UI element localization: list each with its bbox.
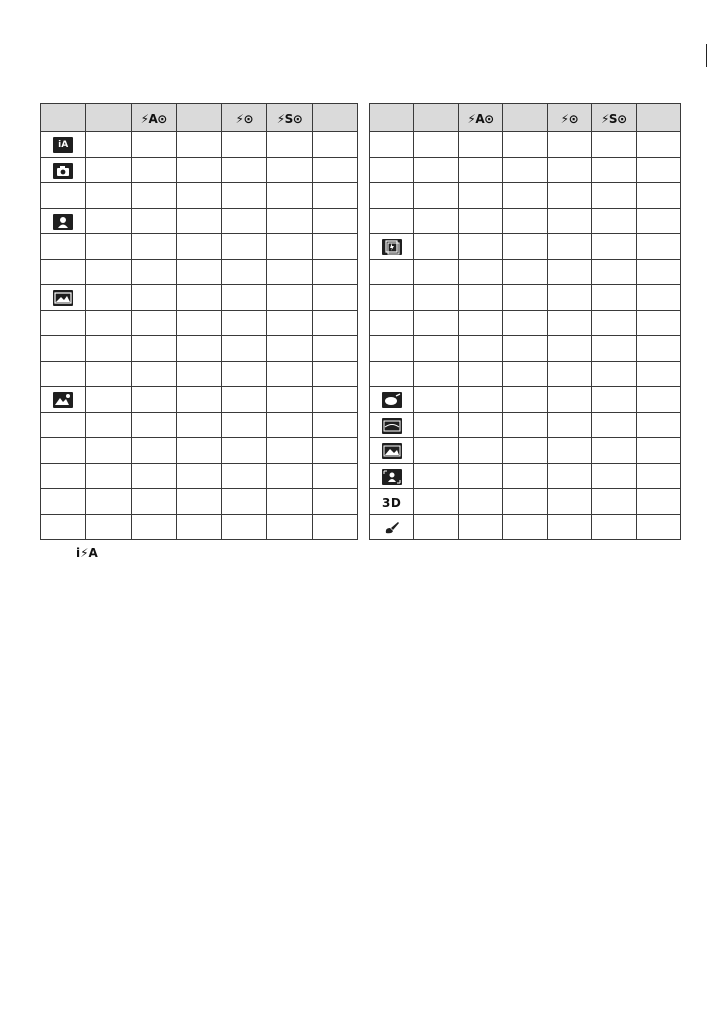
- flash-setting-cell: [592, 234, 636, 260]
- flash-setting-cell: [458, 234, 502, 260]
- flash-setting-cell: [592, 285, 636, 311]
- flash-setting-cell: [267, 259, 312, 285]
- flash-auto-redeye-icon: ⚡A⊙: [467, 112, 494, 126]
- flash-setting-cell: [592, 412, 636, 438]
- flash-setting-cell: [312, 387, 357, 413]
- flash-setting-cell: [131, 336, 176, 362]
- flash-setting-cell: [592, 489, 636, 515]
- flash-setting-cell: [503, 132, 547, 158]
- flash-setting-cell: [414, 361, 458, 387]
- flash-setting-cell: [312, 157, 357, 183]
- flash-setting-cell: [592, 438, 636, 464]
- flash-setting-cell: [176, 489, 221, 515]
- flash-setting-cell: [592, 336, 636, 362]
- flash-setting-cell: [312, 234, 357, 260]
- mode-cell: [41, 336, 86, 362]
- table-row: [370, 361, 681, 387]
- flash-setting-cell: [131, 157, 176, 183]
- flash-setting-cell: [636, 234, 680, 260]
- flash-setting-cell: [414, 183, 458, 209]
- flash-setting-cell: [592, 514, 636, 540]
- table-header-row: [41, 104, 358, 132]
- header-cell: [222, 104, 267, 132]
- intelligent-auto-icon: iA: [53, 137, 73, 153]
- flash-setting-cell: [414, 412, 458, 438]
- mode-cell: [41, 234, 86, 260]
- table-row: [41, 336, 358, 362]
- mode-cell: [41, 387, 86, 413]
- flash-setting-cell: [222, 310, 267, 336]
- flash-setting-cell: [267, 183, 312, 209]
- table-row: [41, 259, 358, 285]
- flash-setting-cell: [636, 259, 680, 285]
- flash-setting-cell: [176, 361, 221, 387]
- flash-setting-cell: [458, 132, 502, 158]
- flash-setting-cell: [176, 208, 221, 234]
- flash-setting-cell: [312, 489, 357, 515]
- table-row: [41, 514, 358, 540]
- footnote-flash-auto-icon: i⚡A: [76, 546, 98, 560]
- flash-setting-cell: [636, 412, 680, 438]
- header-cell: [370, 104, 414, 132]
- header-cell: [131, 104, 176, 132]
- flash-slow-redeye-icon: ⚡S⊙: [601, 112, 627, 126]
- table-row: [41, 361, 358, 387]
- table-row: [370, 336, 681, 362]
- mode-cell: [41, 310, 86, 336]
- header-cell: [458, 104, 502, 132]
- mode-cell: [370, 361, 414, 387]
- table-row: [370, 208, 681, 234]
- flash-setting-cell: [592, 310, 636, 336]
- flash-setting-cell: [636, 361, 680, 387]
- header-cell: [312, 104, 357, 132]
- flash-setting-cell: [312, 463, 357, 489]
- toy-effect-icon: [382, 392, 402, 408]
- flash-burst-icon: [382, 239, 402, 255]
- flash-setting-cell: [414, 489, 458, 515]
- mode-cell: [370, 208, 414, 234]
- flash-setting-cell: [222, 132, 267, 158]
- flash-setting-cell: [414, 259, 458, 285]
- flash-setting-cell: [547, 310, 591, 336]
- flash-setting-cell: [222, 412, 267, 438]
- flash-setting-cell: [176, 310, 221, 336]
- flash-setting-cell: [131, 259, 176, 285]
- flash-setting-cell: [636, 336, 680, 362]
- flash-setting-cell: [458, 259, 502, 285]
- mode-cell: [41, 285, 86, 311]
- flash-setting-cell: [131, 387, 176, 413]
- flash-on-redeye-icon: ⚡⊙: [560, 112, 579, 126]
- flash-setting-cell: [86, 259, 131, 285]
- flash-setting-cell: [222, 208, 267, 234]
- flash-setting-cell: [312, 514, 357, 540]
- flash-setting-cell: [636, 285, 680, 311]
- page-margin-line: [706, 44, 707, 67]
- flash-setting-cell: [503, 208, 547, 234]
- mode-cell: [41, 489, 86, 515]
- flash-setting-cell: [267, 463, 312, 489]
- flash-setting-cell: [414, 310, 458, 336]
- flash-setting-cell: [636, 310, 680, 336]
- flash-setting-cell: [636, 514, 680, 540]
- flash-setting-cell: [267, 387, 312, 413]
- table-row: [370, 310, 681, 336]
- flash-setting-cell: [312, 208, 357, 234]
- flash-setting-cell: [312, 259, 357, 285]
- flash-setting-cell: [636, 157, 680, 183]
- flash-setting-cell: [503, 438, 547, 464]
- flash-setting-cell: [414, 514, 458, 540]
- landscape-frame-icon: [382, 443, 402, 459]
- table-row: [370, 132, 681, 158]
- header-cell: [267, 104, 312, 132]
- flash-setting-cell: [86, 514, 131, 540]
- flash-setting-cell: [547, 514, 591, 540]
- table-row: [41, 412, 358, 438]
- flash-setting-cell: [458, 157, 502, 183]
- flash-setting-cell: [86, 310, 131, 336]
- flash-setting-cell: [414, 336, 458, 362]
- flash-setting-cell: [458, 438, 502, 464]
- table-row: [370, 157, 681, 183]
- self-portrait-frame-icon: [382, 469, 402, 485]
- mode-cell: [41, 438, 86, 464]
- flash-setting-cell: [503, 412, 547, 438]
- mode-cell: [41, 208, 86, 234]
- flash-setting-cell: [547, 463, 591, 489]
- flash-setting-cell: [458, 310, 502, 336]
- flash-setting-cell: [222, 285, 267, 311]
- flash-setting-cell: [592, 361, 636, 387]
- flash-setting-cell: [547, 336, 591, 362]
- flash-setting-cell: [176, 336, 221, 362]
- flash-on-redeye-icon: ⚡⊙: [235, 112, 253, 126]
- table-row: [41, 132, 358, 158]
- flash-setting-cell: [222, 336, 267, 362]
- flash-setting-cell: [414, 234, 458, 260]
- flash-setting-cell: [503, 387, 547, 413]
- table-row: [41, 183, 358, 209]
- flash-setting-cell: [176, 259, 221, 285]
- flash-setting-cell: [414, 463, 458, 489]
- flash-setting-cell: [222, 489, 267, 515]
- flash-setting-cell: [503, 157, 547, 183]
- flash-setting-cell: [547, 234, 591, 260]
- header-cell: [592, 104, 636, 132]
- flash-setting-cell: [547, 285, 591, 311]
- table-row: [370, 259, 681, 285]
- flash-setting-cell: [131, 183, 176, 209]
- flash-setting-cell: [86, 234, 131, 260]
- header-cell: [86, 104, 131, 132]
- flash-setting-cell: [131, 489, 176, 515]
- flash-setting-cell: [458, 183, 502, 209]
- flash-setting-cell: [503, 259, 547, 285]
- flash-setting-cell: [86, 336, 131, 362]
- mode-cell: [370, 285, 414, 311]
- flash-setting-cell: [636, 438, 680, 464]
- mode-cell: [41, 259, 86, 285]
- creative-brush-icon: [382, 520, 402, 536]
- flash-setting-cell: [547, 387, 591, 413]
- table-row: [370, 412, 681, 438]
- flash-setting-cell: [312, 412, 357, 438]
- flash-setting-cell: [547, 259, 591, 285]
- table-header-row: [370, 104, 681, 132]
- header-cell: [503, 104, 547, 132]
- table-row: [370, 489, 681, 515]
- mode-cell: [41, 514, 86, 540]
- flash-setting-cell: [131, 463, 176, 489]
- flash-setting-cell: [86, 438, 131, 464]
- flash-setting-cell: [176, 132, 221, 158]
- flash-setting-cell: [222, 183, 267, 209]
- flash-setting-cell: [458, 412, 502, 438]
- flash-setting-cell: [547, 132, 591, 158]
- mode-cell: [370, 259, 414, 285]
- flash-auto-redeye-icon: ⚡A⊙: [140, 112, 167, 126]
- flash-setting-cell: [503, 489, 547, 515]
- camera-icon: [53, 163, 73, 179]
- flash-setting-cell: [222, 463, 267, 489]
- flash-setting-cell: [176, 157, 221, 183]
- flash-setting-cell: [131, 310, 176, 336]
- flash-table-left: [40, 103, 358, 540]
- flash-setting-cell: [312, 183, 357, 209]
- flash-setting-cell: [267, 234, 312, 260]
- flash-setting-cell: [131, 234, 176, 260]
- flash-setting-cell: [414, 438, 458, 464]
- flash-setting-cell: [86, 412, 131, 438]
- flash-setting-cell: [636, 387, 680, 413]
- flash-setting-cell: [636, 132, 680, 158]
- header-cell: [41, 104, 86, 132]
- flash-setting-cell: [503, 183, 547, 209]
- table-row: [41, 285, 358, 311]
- table-row: [370, 183, 681, 209]
- mode-cell: [370, 132, 414, 158]
- flash-setting-cell: [458, 285, 502, 311]
- mode-cell: [41, 183, 86, 209]
- mode-cell: [370, 387, 414, 413]
- mode-cell: [370, 463, 414, 489]
- flash-setting-cell: [222, 361, 267, 387]
- flash-setting-cell: [86, 132, 131, 158]
- flash-setting-cell: [547, 412, 591, 438]
- flash-setting-cell: [267, 412, 312, 438]
- table-row: [41, 234, 358, 260]
- flash-setting-cell: [592, 132, 636, 158]
- flash-setting-cell: [131, 412, 176, 438]
- flash-setting-cell: [267, 361, 312, 387]
- flash-setting-cell: [267, 310, 312, 336]
- flash-setting-cell: [176, 183, 221, 209]
- flash-setting-cell: [131, 514, 176, 540]
- flash-setting-cell: [131, 132, 176, 158]
- flash-setting-cell: [458, 208, 502, 234]
- miniature-icon: [382, 418, 402, 434]
- flash-setting-cell: [312, 285, 357, 311]
- flash-setting-cell: [592, 259, 636, 285]
- flash-setting-cell: [222, 157, 267, 183]
- mode-cell: [370, 514, 414, 540]
- flash-setting-cell: [222, 234, 267, 260]
- flash-setting-cell: [414, 285, 458, 311]
- table-row: [41, 463, 358, 489]
- flash-setting-cell: [458, 463, 502, 489]
- flash-setting-cell: [547, 183, 591, 209]
- flash-setting-cell: [503, 336, 547, 362]
- mode-cell: [370, 157, 414, 183]
- flash-setting-cell: [547, 438, 591, 464]
- flash-setting-cell: [176, 387, 221, 413]
- flash-setting-cell: [267, 132, 312, 158]
- flash-setting-cell: [458, 387, 502, 413]
- table-row: [370, 285, 681, 311]
- flash-setting-cell: [131, 361, 176, 387]
- flash-setting-cell: [312, 438, 357, 464]
- table-row: [370, 234, 681, 260]
- flash-setting-cell: [503, 234, 547, 260]
- flash-setting-cell: [458, 336, 502, 362]
- flash-setting-cell: [414, 208, 458, 234]
- flash-setting-cell: [86, 463, 131, 489]
- flash-setting-cell: [222, 259, 267, 285]
- mode-cell: [370, 438, 414, 464]
- flash-setting-cell: [414, 387, 458, 413]
- flash-setting-cell: [458, 361, 502, 387]
- flash-setting-cell: [86, 285, 131, 311]
- flash-setting-cell: [131, 208, 176, 234]
- table-row: [370, 387, 681, 413]
- baby-portrait-icon: [53, 214, 73, 230]
- flash-setting-cell: [636, 463, 680, 489]
- table-row: [370, 514, 681, 540]
- flash-setting-cell: [592, 157, 636, 183]
- flash-setting-cell: [86, 387, 131, 413]
- night-portrait-icon: [53, 392, 73, 408]
- table-row: [41, 310, 358, 336]
- mode-cell: [41, 361, 86, 387]
- flash-setting-cell: [267, 438, 312, 464]
- flash-setting-cell: [312, 310, 357, 336]
- mode-cell: [370, 234, 414, 260]
- table-row: [41, 208, 358, 234]
- header-cell: [636, 104, 680, 132]
- flash-setting-cell: [458, 489, 502, 515]
- flash-setting-cell: [547, 489, 591, 515]
- table-row: [41, 489, 358, 515]
- flash-setting-cell: [86, 361, 131, 387]
- flash-setting-cell: [503, 361, 547, 387]
- flash-setting-cell: [312, 132, 357, 158]
- flash-setting-cell: [503, 310, 547, 336]
- mode-cell: [41, 157, 86, 183]
- table-row: [41, 157, 358, 183]
- flash-setting-cell: [267, 157, 312, 183]
- header-cell: [414, 104, 458, 132]
- flash-setting-cell: [176, 438, 221, 464]
- flash-setting-cell: [636, 208, 680, 234]
- flash-setting-cell: [414, 132, 458, 158]
- table-row: [370, 463, 681, 489]
- flash-setting-cell: [86, 208, 131, 234]
- flash-setting-cell: [547, 361, 591, 387]
- flash-setting-cell: [592, 387, 636, 413]
- flash-setting-cell: [503, 463, 547, 489]
- flash-setting-cell: [592, 183, 636, 209]
- header-cell: [176, 104, 221, 132]
- flash-setting-cell: [176, 514, 221, 540]
- flash-setting-cell: [414, 157, 458, 183]
- flash-setting-cell: [547, 157, 591, 183]
- flash-setting-cell: [176, 234, 221, 260]
- 3d-icon: 3D: [382, 495, 402, 510]
- flash-setting-cell: [636, 183, 680, 209]
- flash-setting-cell: [592, 208, 636, 234]
- flash-setting-cell: [222, 387, 267, 413]
- panorama-icon: [53, 290, 73, 306]
- mode-cell: [370, 412, 414, 438]
- flash-setting-cell: [458, 514, 502, 540]
- flash-setting-cell: [267, 514, 312, 540]
- flash-setting-cell: [267, 208, 312, 234]
- flash-setting-cell: [312, 361, 357, 387]
- flash-setting-cell: [86, 183, 131, 209]
- flash-setting-cell: [312, 336, 357, 362]
- mode-cell: [370, 310, 414, 336]
- flash-slow-redeye-icon: ⚡S⊙: [276, 112, 303, 126]
- flash-setting-cell: [267, 336, 312, 362]
- mode-cell: [41, 132, 86, 158]
- table-row: [41, 387, 358, 413]
- flash-setting-cell: [592, 463, 636, 489]
- flash-table-right: [369, 103, 681, 540]
- flash-setting-cell: [503, 285, 547, 311]
- flash-setting-cell: [176, 412, 221, 438]
- mode-cell: [370, 489, 414, 515]
- flash-setting-cell: [222, 514, 267, 540]
- table-row: [41, 438, 358, 464]
- flash-setting-cell: [86, 489, 131, 515]
- mode-cell: [370, 336, 414, 362]
- table-row: [370, 438, 681, 464]
- flash-setting-cell: [131, 285, 176, 311]
- header-cell: [547, 104, 591, 132]
- mode-cell: [41, 412, 86, 438]
- mode-cell: [370, 183, 414, 209]
- flash-setting-cell: [636, 489, 680, 515]
- flash-setting-cell: [222, 438, 267, 464]
- flash-setting-cell: [176, 285, 221, 311]
- flash-setting-cell: [547, 208, 591, 234]
- flash-setting-cell: [131, 438, 176, 464]
- flash-setting-cell: [267, 489, 312, 515]
- flash-setting-cell: [267, 285, 312, 311]
- mode-cell: [41, 463, 86, 489]
- flash-setting-cell: [86, 157, 131, 183]
- flash-setting-cell: [503, 514, 547, 540]
- flash-setting-cell: [176, 463, 221, 489]
